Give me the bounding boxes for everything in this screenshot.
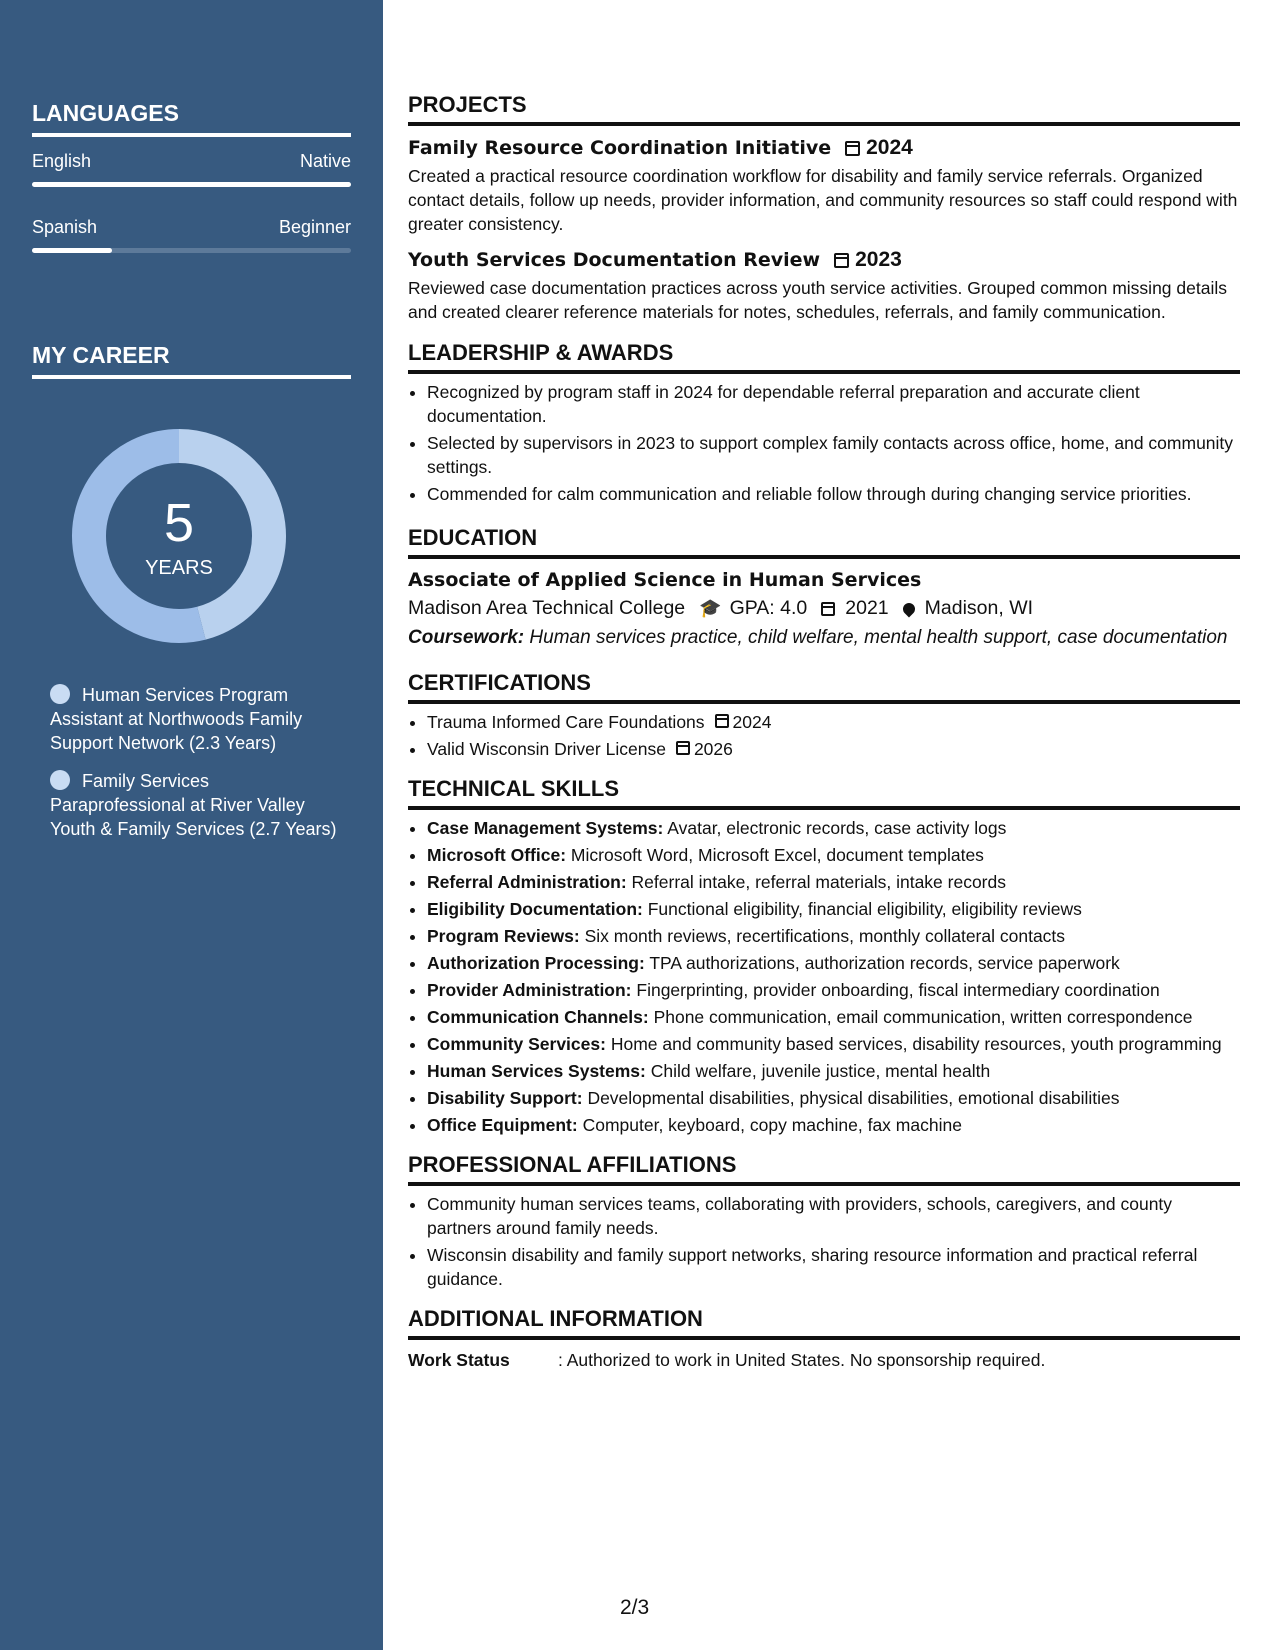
coursework-text: Human services practice, child welfare, mental health support, case documentation (529, 627, 1228, 648)
project-name: Youth Services Documentation Review (408, 249, 821, 271)
career-donut (66, 423, 292, 649)
education-year: 2021 (845, 597, 889, 619)
language-bar (32, 248, 351, 253)
career-title: MY CAREER (32, 342, 351, 379)
skill-label: Referral Administration: (427, 872, 627, 892)
education-location: Madison, WI (924, 597, 1034, 619)
skill-value: Fingerprinting, provider onboarding, fiscal intermediary coordination (636, 980, 1160, 1000)
main-content (408, 92, 1240, 1371)
calendar-icon (715, 714, 729, 728)
work-status-label: Work Status (408, 1350, 510, 1370)
career-list (50, 683, 340, 855)
skill-label: Disability Support: (427, 1088, 583, 1108)
language-bar-fill (32, 182, 351, 187)
coursework-label: Coursework: (408, 627, 525, 648)
skill-value: Referral intake, referral materials, intake records (631, 872, 1006, 892)
skill-label: Provider Administration: (427, 980, 632, 1000)
education-details (408, 597, 1240, 620)
list-item: • Community human services teams, collaborating with providers, schools, caregivers, and county partners around family needs. (427, 1192, 1240, 1240)
skill-item (427, 897, 1240, 921)
languages-title: LANGUAGES (32, 100, 351, 137)
list-item: • Selected by supervisors in 2023 to support complex family contacts across office, home, and community settings. (427, 431, 1240, 479)
projects-title: PROJECTS (408, 92, 1240, 126)
skill-label: Community Services: (427, 1034, 606, 1054)
language-item (32, 217, 351, 253)
education-gpa: GPA: 4.0 (729, 597, 808, 619)
education-title: EDUCATION (408, 525, 1240, 559)
skill-value: Home and community based services, disability resources, youth programming (610, 1034, 1222, 1054)
project-name: Family Resource Coordination Initiative (408, 137, 832, 159)
certification-name: Trauma Informed Care Foundations (427, 712, 705, 732)
work-status-value: : Authorized to work in United States. No sponsorship required. (558, 1350, 1046, 1370)
skill-value: Computer, keyboard, copy machine, fax machine (582, 1115, 962, 1135)
project-year: 2024 (866, 136, 913, 159)
certifications-title: CERTIFICATIONS (408, 670, 1240, 704)
skill-item (427, 843, 1240, 867)
certification-name: Valid Wisconsin Driver License (427, 739, 666, 759)
project-description: Reviewed case documentation practices across youth service activities. Grouped common missing details and created clearer reference materials for notes, schedules, referrals, and family communication. (408, 278, 1227, 322)
skill-item (427, 1113, 1240, 1137)
skills-list (408, 816, 1240, 1137)
skill-label: Microsoft Office: (427, 845, 567, 865)
skill-label: Office Equipment: (427, 1115, 578, 1135)
calendar-icon (821, 602, 835, 616)
languages-section (32, 100, 351, 253)
sidebar (0, 0, 383, 1650)
education-coursework (408, 626, 1240, 650)
project-description: Created a practical resource coordination workflow for disability and family service referrals. Organized contact details, follow up needs, provider information, and community resources so staff could respond with greater consistency. (408, 166, 1238, 234)
skill-label: Case Management Systems: (427, 818, 664, 838)
certification-year: 2026 (693, 739, 733, 759)
skill-label: Eligibility Documentation: (427, 899, 643, 919)
certification-item (427, 737, 1240, 761)
career-years-label: YEARS (145, 557, 213, 579)
affiliations-list (408, 1192, 1240, 1291)
education-degree: Associate of Applied Science in Human Services (408, 569, 922, 591)
list-item: • Commended for calm communication and reliable follow through during changing service priorities. (427, 482, 1240, 506)
skill-item (427, 816, 1240, 840)
career-section (32, 342, 351, 379)
list-item: • Wisconsin disability and family support networks, sharing resource information and practical referral guidance. (427, 1243, 1240, 1291)
calendar-icon (845, 141, 860, 156)
calendar-icon (834, 253, 849, 268)
skill-label: Human Services Systems: (427, 1061, 646, 1081)
calendar-icon (676, 741, 690, 755)
career-item-text: Human Services Program Assistant at Northwoods Family Support Network (2.3 Years) (50, 685, 303, 753)
list-item: • Recognized by program staff in 2024 for dependable referral preparation and accurate client documentation. (427, 380, 1240, 428)
skill-label: Program Reviews: (427, 926, 580, 946)
affiliations-title: PROFESSIONAL AFFILIATIONS (408, 1152, 1240, 1186)
career-dot-icon (50, 684, 70, 704)
career-item (50, 683, 340, 755)
skill-item (427, 1005, 1240, 1029)
language-name: Spanish (32, 217, 98, 237)
project-year: 2023 (855, 248, 902, 271)
skill-value: Functional eligibility, financial eligibility, eligibility reviews (647, 899, 1082, 919)
language-level: Beginner (278, 217, 351, 237)
career-dot-icon (50, 770, 70, 790)
skill-label: Communication Channels: (427, 1007, 649, 1027)
skill-value: Microsoft Word, Microsoft Excel, document templates (570, 845, 984, 865)
skill-value: Phone communication, email communication, written correspondence (653, 1007, 1193, 1027)
skills-title: TECHNICAL SKILLS (408, 776, 1240, 810)
career-item (50, 769, 340, 841)
language-item (32, 151, 351, 187)
project-title (408, 136, 1240, 160)
skill-value: TPA authorizations, authorization records, service paperwork (649, 953, 1120, 973)
graduation-cap-icon: 🎓 (699, 598, 722, 618)
skill-item (427, 951, 1240, 975)
language-level: Native (299, 151, 351, 171)
skill-value: Avatar, electronic records, case activity logs (667, 818, 1007, 838)
page-number: 2/3 (620, 1596, 650, 1619)
leadership-title: LEADERSHIP & AWARDS (408, 340, 1240, 374)
certifications-list (408, 710, 1240, 761)
skill-item (427, 870, 1240, 894)
career-total-years: 5 (163, 493, 195, 553)
career-item-text: Family Services Paraprofessional at River Valley Youth & Family Services (2.7 Years) (50, 771, 337, 839)
skill-item (427, 1086, 1240, 1110)
skill-item (427, 1059, 1240, 1083)
leadership-list (408, 380, 1240, 506)
project-title (408, 248, 1240, 272)
skill-item (427, 978, 1240, 1002)
skill-item (427, 1032, 1240, 1056)
language-bar-fill (32, 248, 112, 253)
skill-item (427, 924, 1240, 948)
skill-value: Developmental disabilities, physical disabilities, emotional disabilities (587, 1088, 1120, 1108)
certification-item (427, 710, 1240, 734)
education-school: Madison Area Technical College (408, 597, 686, 619)
additional-title: ADDITIONAL INFORMATION (408, 1306, 1240, 1340)
certification-year: 2024 (732, 712, 772, 732)
skill-label: Authorization Processing: (427, 953, 645, 973)
language-bar (32, 182, 351, 187)
skill-value: Six month reviews, recertifications, monthly collateral contacts (584, 926, 1066, 946)
location-pin-icon (900, 600, 917, 617)
skill-value: Child welfare, juvenile justice, mental health (650, 1061, 991, 1081)
language-name: English (32, 151, 92, 171)
work-status-row (408, 1350, 1240, 1371)
